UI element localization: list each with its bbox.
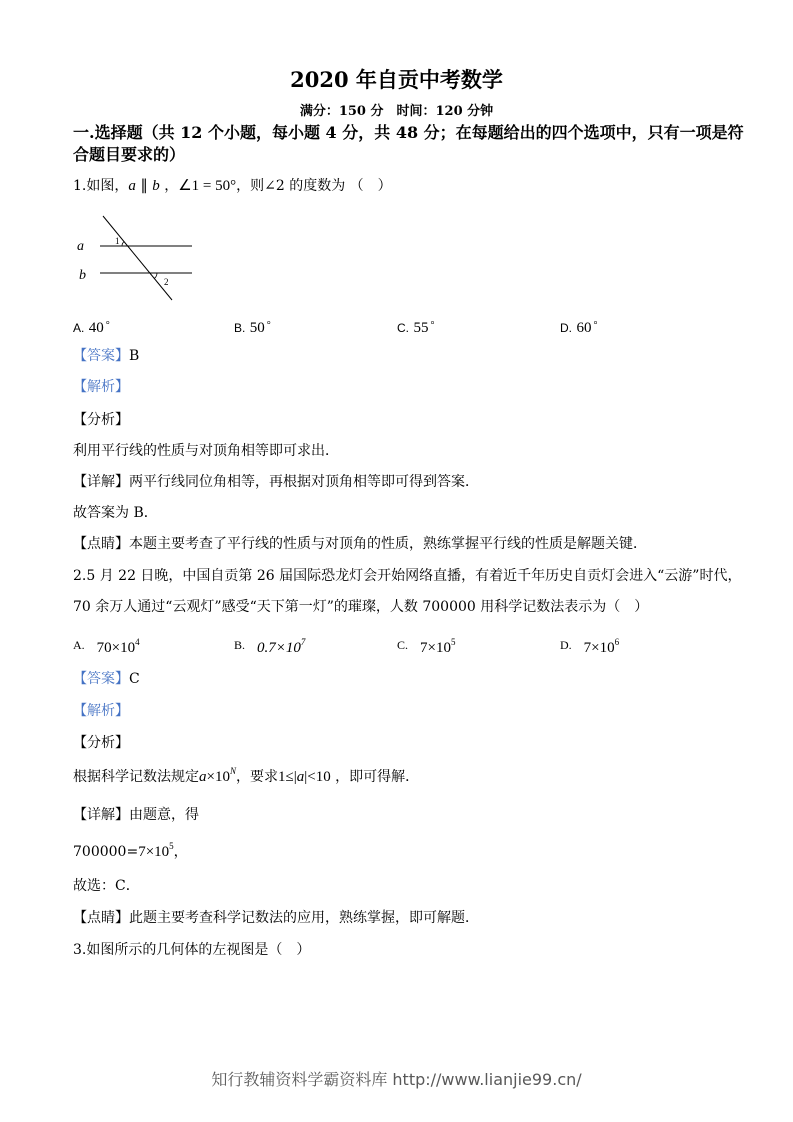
dianjing-label: 【点睛】 (73, 536, 129, 552)
equation-base: 7×10 (138, 844, 170, 860)
q1-option-d (560, 316, 597, 338)
detail-text: 两平行线同位角相等，再根据对顶角相等即可得到答案． (129, 474, 479, 490)
answer-value: B (129, 348, 140, 364)
equation-exponent: 5 (169, 841, 174, 851)
q2-analysis-label: 【解析】 (73, 703, 129, 719)
q1-stem-prefix: 1.如图， (73, 178, 129, 194)
q2-conclusion: 故选：C． (73, 878, 140, 894)
fenxi-prefix: 根据科学记数法规定 (73, 769, 199, 785)
fenxi-middle: ，要求 (235, 769, 278, 785)
q1-fenxi-label: 【分析】 (73, 412, 129, 428)
q2-equation (73, 842, 188, 862)
option-letter: A. (73, 321, 85, 335)
q3-stem: 3.如图所示的几何体的左视图是（ ） (73, 942, 311, 958)
option-letter: A. (73, 638, 85, 652)
option-letter: D. (560, 638, 572, 652)
q1-fenxi-text: 利用平行线的性质与对顶角相等即可求出． (73, 443, 339, 459)
option-letter: B. (234, 638, 246, 652)
option-exponent: 4 (135, 637, 140, 647)
q2-option-b (234, 635, 305, 658)
dianjing-text: 本题主要考查了平行线的性质与对顶角的性质，熟练掌握平行线的性质是解题关键． (129, 536, 647, 552)
angle-1-arc (122, 241, 124, 246)
option-value: 70×10 (96, 640, 136, 656)
option-value: 7×10 (420, 640, 451, 656)
q2-stem-line-1: 2.5 月 22 日晚，中国自贡第 26 届国际恐龙灯会开始网络直播，有着近千年历史自贡灯会进入“云游”时代， (73, 568, 742, 584)
q1-answer (73, 346, 139, 366)
expr-base: ×10 (206, 769, 230, 785)
expr-variable: a (199, 769, 207, 785)
q2-option-c (397, 635, 455, 658)
var-b: b (152, 178, 160, 194)
q1-dianjing (73, 534, 647, 554)
page-title: 2020 年自贡中考数学 (290, 67, 503, 92)
q1-option-b (234, 316, 271, 338)
q1-analysis-label: 【解析】 (73, 379, 129, 395)
q1-stem-separator: ， (164, 178, 179, 194)
option-value: 50 (249, 320, 265, 336)
angle-expression: ∠1 = 50° (178, 178, 237, 194)
q1-detail (73, 472, 479, 492)
fenxi-suffix: ，即可得解． (330, 769, 420, 785)
range-variable: a (296, 769, 305, 785)
angle-2-label: 2 (164, 277, 169, 287)
dianjing-text: 此题主要考查科学记数法的应用，熟练掌握，即可解题． (129, 910, 479, 926)
degree-symbol: ° (105, 320, 110, 331)
equation-tail: ， (173, 844, 188, 860)
option-value: 60 (576, 320, 592, 336)
q2-answer (73, 669, 140, 689)
degree-symbol: ° (593, 320, 598, 331)
option-letter: C. (397, 321, 409, 335)
section-heading-line-2: 合题目要求的） (73, 145, 186, 164)
exam-info: 满分：150 分 时间：120 分钟 (299, 104, 494, 119)
var-a: a (128, 178, 136, 194)
q2-option-d (560, 635, 619, 658)
equation-lhs: 700000= (73, 844, 139, 860)
angle-2-arc (154, 273, 157, 278)
parallel-symbol: ∥ (140, 178, 148, 194)
q1-option-a (73, 316, 110, 338)
q1-conclusion: 故答案为 B． (73, 505, 158, 521)
degree-symbol: ° (266, 320, 271, 331)
q1-stem-suffix: ，则∠2 的度数为 （ ） (236, 178, 392, 194)
range-right: |<10 (304, 769, 331, 785)
option-letter: D. (560, 321, 572, 335)
q2-dianjing (73, 908, 479, 928)
detail-label: 【详解】 (73, 474, 129, 490)
detail-text: 由题意，得 (129, 807, 199, 823)
answer-value: C (129, 671, 140, 687)
parallel-lines-figure (70, 205, 200, 305)
q2-fenxi-label: 【分析】 (73, 735, 129, 751)
angle-1-label: 1 (115, 236, 120, 246)
option-letter: B. (234, 321, 246, 335)
option-value: 0.7×10 (257, 640, 301, 656)
detail-label: 【详解】 (73, 807, 129, 823)
expr-exponent: N (229, 766, 236, 776)
option-exponent: 6 (614, 637, 620, 647)
q2-detail (73, 805, 199, 825)
q2-fenxi-text (73, 767, 419, 787)
line-a-label: a (77, 239, 84, 254)
option-value: 55 (413, 320, 429, 336)
option-value: 7×10 (583, 640, 615, 656)
q2-stem-line-2: 70 余万人通过“云观灯”感受“天下第一灯”的璀璨，人数 700000 用科学记数法表示为（ ） (73, 599, 649, 615)
option-exponent: 5 (450, 637, 456, 647)
option-letter: C. (397, 638, 409, 652)
transversal-line (103, 216, 172, 300)
degree-symbol: ° (430, 320, 435, 331)
q1-stem (73, 176, 392, 196)
dianjing-label: 【点睛】 (73, 910, 129, 926)
answer-label: 【答案】 (73, 348, 129, 364)
q2-option-a (73, 635, 140, 658)
option-value: 40 (88, 320, 104, 336)
q1-option-c (397, 316, 434, 338)
section-heading-line-1: 一.选择题（共 12 个小题，每小题 4 分，共 48 分；在每题给出的四个选项中，只有一项是符 (73, 123, 744, 142)
option-exponent: 7 (300, 637, 306, 647)
range-left: 1≤| (277, 769, 297, 785)
page-footer: 知行教辅资料学霸资料库 http://www.lianjie99.cn/ (211, 1070, 582, 1089)
answer-label: 【答案】 (73, 671, 129, 687)
line-b-label: b (79, 268, 86, 283)
